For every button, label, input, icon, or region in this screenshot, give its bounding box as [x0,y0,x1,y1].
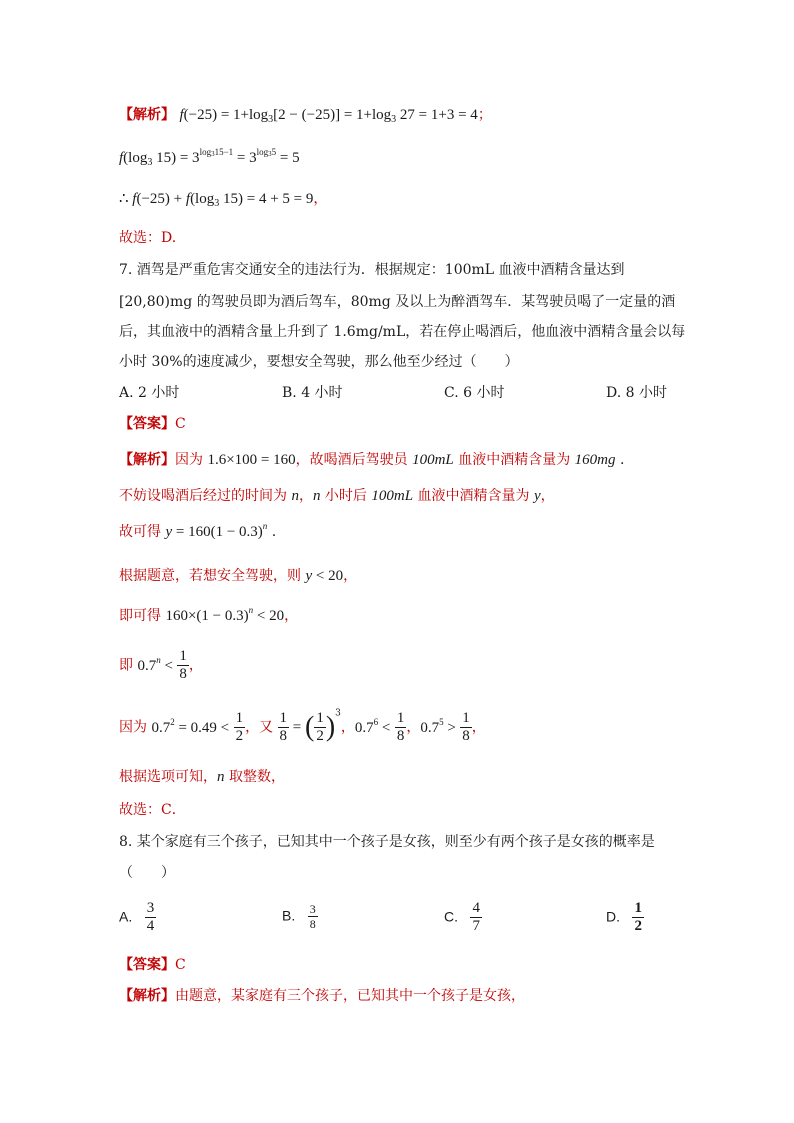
q7-analysis-line-5: 即可得 $160\times(1 - 0.3)^n < 20$， [119,605,299,624]
analysis-choice: 故选：D. [119,230,177,246]
option-fraction: $\frac{3}{4}$ [146,900,155,934]
option-letter: C. [444,908,458,925]
fraction: $\frac{1}{8}$ [462,710,470,744]
math-expression: ∴ $f(-25) + f(\log_3$ 15) = 4 + 5 = 9 [119,191,314,209]
q7-analysis-line-8: 根据选项可知，n 取整数， [119,769,285,785]
option-letter: D. [606,908,620,925]
math-expression: $f(\log_3$ $15) = 3^{log_315-1} = 3^{log_35} = 5$ [119,147,300,168]
option-fraction: $\frac{4}{7}$ [472,900,480,934]
fraction: $\frac{1}{8}$ [279,710,288,744]
analysis-text: 由题意，某家庭有三个孩子，已知其中一个孩子是女孩， [175,988,525,1004]
q7-answer [119,414,186,434]
q8-option-a [119,900,156,935]
q7-option-a: A. 2 小时 [119,385,180,401]
q7-analysis-line-7: 因为 $0.7^2 = 0.49$ < $\frac{1}{2}$ ，又 $\frac{1}{8}$ = ( $\frac{1}{2}$ )$^3$，$0.7^6$ < $\frac{1}{8}$ ，$0.7^5$ > $\frac{1}{8}$ ， [119,708,486,744]
q7-stem-line-2: [20,80)mg 的驾驶员即为酒后驾车，80mg 及以上为醉酒驾车．某驾驶员喝了一定量的酒 [119,294,676,310]
q7-stem-line-3: 后，其血液中的酒精含量上升到了 1.6mg/mL，若在停止喝酒后，他血液中酒精含量会以每 [119,324,686,340]
analysis-line-3: ∴ $f(-25) + f(\log_3$ 15) = 4 + 5 = 9， [119,191,328,209]
q7-analysis-line-4: 根据题意，若想安全驾驶，则 y < 20， [119,568,358,584]
option-letter: B. [282,907,296,924]
q7-choice: 故选：C． [119,802,186,818]
fraction: $\frac{1}{8}$ [396,710,405,744]
q8-option-b [282,902,318,931]
math-expression: $f(-25) = 1+\log_3[2 - (-25)] = 1+\log_3$ 27 = 1+3 = 4 [179,107,478,125]
answer-tag: 【答案】 [119,957,175,973]
fraction: $\frac{1}{8}$ [179,648,187,682]
fraction: $\frac{1}{2}$ [235,710,244,744]
q7-analysis-line-2: 不妨设喝酒后经过的时间为 n，n 小时后 100mL 血液中酒精含量为 y， [119,488,555,504]
q7-analysis-line-6: 即 $0.7^n$ < $\frac{1}{8}$ ， [119,648,203,682]
option-letter: A. [119,908,133,925]
analysis-tag: 【解析】 [119,988,175,1004]
q8-option-d [606,900,644,935]
option-fraction: $\frac{3}{8}$ [309,902,316,931]
analysis-tag: 【解析】 [119,107,175,123]
q7-option-b: B. 4 小时 [282,385,343,401]
q7-option-d: D. 8 小时 [606,385,667,401]
q7-stem-line-4: 小时 30%的速度减少，要想安全驾驶，那么他至少经过（ ） [119,354,519,370]
analysis-tag: 【解析】 [119,452,175,468]
answer-value: C [175,416,186,432]
analysis-line-1: 【解析】 $f(-25) = 1+\log_3[2 - (-25)] = 1+\log_3$ 27 = 1+3 = 4； [119,107,492,125]
q8-option-c [444,900,482,935]
answer-tag: 【答案】 [119,416,175,432]
q8-answer [119,955,186,975]
analysis-line-2 [119,148,300,168]
q7-option-c: C. 6 小时 [444,385,505,401]
fraction: $\frac{1}{2}$ [316,710,324,744]
q8-analysis-line-1 [119,986,525,1006]
q8-stem-line-2: （ ） [119,865,175,881]
option-fraction: $\frac{1}{2}$ [634,900,642,934]
q7-analysis-line-3: 故可得 $y = 160(1 - 0.3)^n$ . [119,521,277,540]
q7-analysis-line-1: 【解析】因为 1.6×100 = 160，故喝酒后驾驶员 100mL 血液中酒精含量为 160mg . [119,452,625,468]
answer-value: C [175,957,186,973]
q8-stem-line-1: 8. 某个家庭有三个孩子，已知其中一个孩子是女孩，则至少有两个孩子是女孩的概率是 [119,834,655,850]
q7-stem-line-1: 7. 酒驾是严重危害交通安全的违法行为．根据规定：100mL 血液中酒精含量达到 [119,262,625,278]
